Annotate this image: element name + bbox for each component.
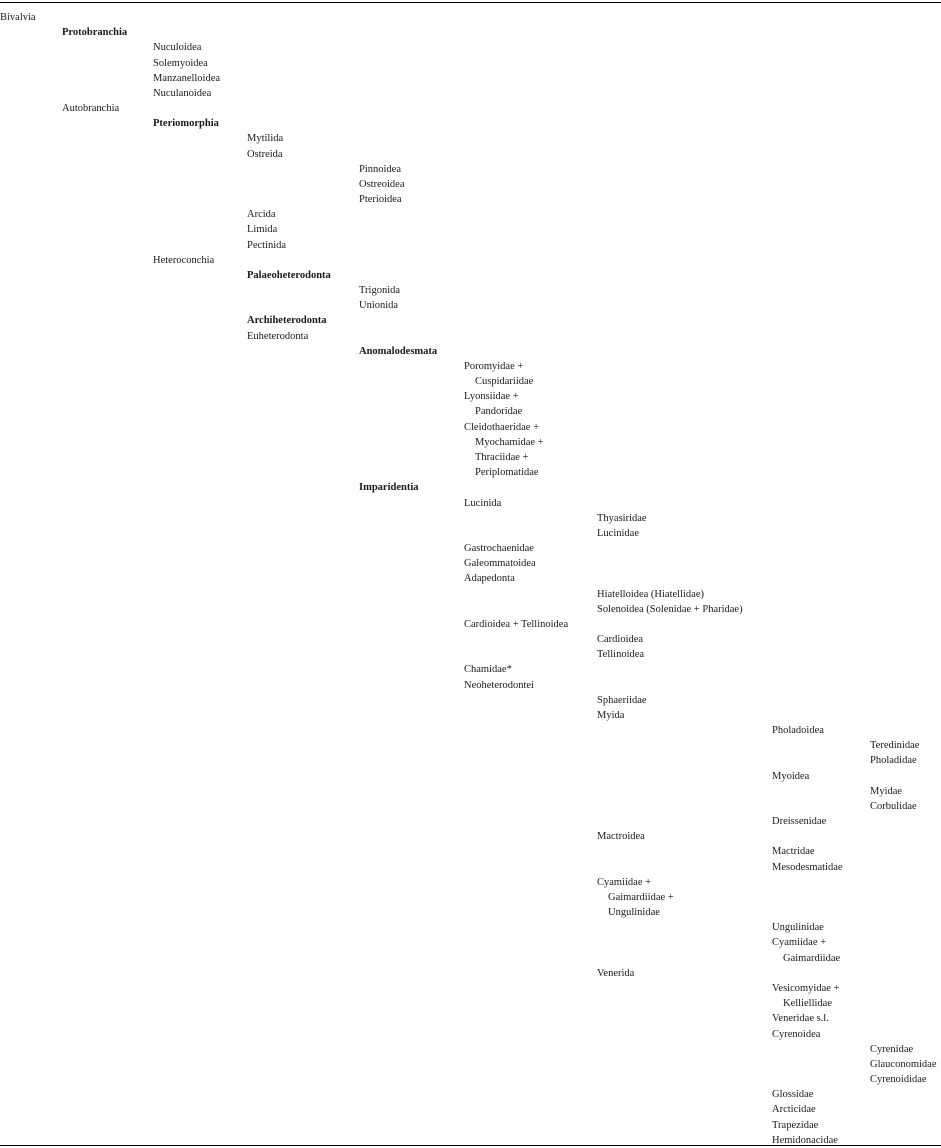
taxon-label: Pectinida [247, 239, 287, 251]
taxonomy-row [0, 951, 941, 966]
taxon-label: Cyrenoidea [772, 1028, 821, 1040]
taxon-label: Lucinida [464, 497, 502, 509]
taxonomy-row [0, 617, 941, 632]
taxon-group-label: Anomalodesmata [359, 345, 438, 357]
taxonomy-rows [0, 10, 941, 1148]
taxonomy-row [0, 753, 941, 768]
taxonomy-row [0, 192, 941, 207]
taxon-label: Pinnoidea [359, 163, 401, 175]
taxonomy-row [0, 647, 941, 662]
taxon-label: Mactroidea [597, 831, 645, 843]
taxon-label: Myida [597, 709, 625, 721]
taxon-label: Cardioidea + Tellinoidea [464, 618, 569, 630]
taxonomy-row [0, 784, 941, 799]
taxon-label: Trigonida [359, 285, 401, 297]
taxonomy-row [0, 10, 941, 25]
taxon-label: Sphaeriidae [597, 694, 647, 706]
taxonomy-row [0, 632, 941, 647]
taxonomy-row [0, 207, 941, 222]
taxonomy-row [0, 1072, 941, 1087]
taxon-label: Hiatelloidea (Hiatellidae) [597, 588, 704, 600]
taxonomy-row [0, 1027, 941, 1042]
taxonomy-row [0, 465, 941, 480]
taxon-label: Mytilida [247, 133, 284, 145]
taxonomy-row [0, 662, 941, 677]
taxon-label: Glossidae [772, 1089, 814, 1101]
taxonomy-row [0, 678, 941, 693]
taxonomy-row [0, 829, 941, 844]
taxonomy-row [0, 511, 941, 526]
taxon-label: Cyamiidae + [597, 876, 652, 888]
taxon-label: Adapedonta [464, 573, 515, 585]
taxon-label: Corbulidae [870, 800, 917, 812]
taxon-label: Nuculanoidea [153, 87, 212, 99]
taxon-label: Mactridae [772, 846, 815, 858]
taxonomy-row [0, 101, 941, 116]
taxonomy-row [0, 1102, 941, 1117]
taxonomy-row [0, 268, 941, 283]
taxonomy-row [0, 1118, 941, 1133]
taxon-label: Ostreida [247, 148, 283, 160]
taxon-label: Neoheterodontei [464, 679, 534, 691]
taxonomy-row [0, 238, 941, 253]
taxon-label: Veneridae s.l. [772, 1013, 829, 1025]
taxon-label: Mesodesmatidae [772, 861, 843, 873]
taxonomy-row [0, 905, 941, 920]
taxon-label: Cuspidariidae [475, 376, 534, 388]
taxon-group-label: Pteriomorphia [153, 118, 219, 130]
taxonomy-row [0, 587, 941, 602]
taxonomy-row [0, 420, 941, 435]
taxonomy-row [0, 329, 941, 344]
taxonomy-row [0, 86, 941, 101]
taxon-group-label: Archiheterodonta [247, 315, 327, 327]
taxon-label: Dreissenidae [772, 816, 827, 828]
taxon-label: Manzanelloidea [153, 72, 221, 84]
taxon-label: Venerida [597, 967, 635, 979]
taxon-label: Unionida [359, 300, 399, 312]
taxonomy-row [0, 283, 941, 298]
taxon-label: Cleidothaeridae + [464, 421, 540, 433]
taxonomy-row [0, 981, 941, 996]
taxon-label: Arcticidae [772, 1104, 816, 1116]
taxonomy-row [0, 526, 941, 541]
taxon-label: Vesicomyidae + [772, 983, 840, 994]
taxon-label: Ungulinidae [608, 907, 660, 919]
taxonomy-row [0, 389, 941, 404]
taxon-label: Solenoidea (Solenidae + Pharidae) [597, 603, 743, 615]
taxonomy-row [0, 860, 941, 875]
taxonomy-row [0, 602, 941, 617]
taxonomy-row [0, 875, 941, 890]
taxonomy-row [0, 799, 941, 814]
taxonomy-row [0, 450, 941, 465]
taxonomy-row [0, 298, 941, 313]
taxonomy-row [0, 1042, 941, 1057]
taxon-label: Lucinidae [597, 527, 639, 539]
taxon-label: Myoidea [772, 770, 810, 782]
taxonomy-row [0, 25, 941, 40]
taxon-group-label: Imparidentia [359, 482, 419, 494]
taxonomy-row [0, 40, 941, 55]
taxonomy-row [0, 708, 941, 723]
taxon-label: Thyasiridae [597, 512, 647, 524]
taxon-label: Pterioidea [359, 194, 402, 206]
taxonomy-row [0, 177, 941, 192]
taxon-label: Periplomatidae [475, 467, 539, 479]
taxon-label: Autobranchia [62, 103, 120, 115]
taxonomy-row [0, 147, 941, 162]
taxon-label: Gaimardiidae [783, 952, 841, 964]
taxon-label: Euheterodonta [247, 330, 309, 342]
taxon-label: Myidae [870, 785, 903, 797]
taxon-label: Cardioidea [597, 634, 644, 646]
taxon-label: Pandoridae [475, 406, 523, 418]
taxon-label: Kelliellidae [783, 998, 832, 1010]
taxon-label: Glauconomidae [870, 1058, 937, 1070]
taxonomy-row [0, 162, 941, 177]
taxonomy-row [0, 359, 941, 374]
taxon-label: Cyrenidae [870, 1043, 914, 1055]
taxon-label: Bivalvia [0, 12, 36, 23]
table-top-rule [0, 2, 941, 3]
taxonomy-row [0, 844, 941, 859]
taxonomy-row [0, 996, 941, 1011]
taxon-label: Lyonsiidae + [464, 391, 519, 403]
taxon-label: Cyrenoididae [870, 1074, 927, 1086]
taxon-label: Ungulinidae [772, 922, 824, 934]
taxon-label: Teredinidae [870, 740, 920, 752]
taxonomy-row [0, 313, 941, 328]
taxonomy-row [0, 814, 941, 829]
taxonomy-row [0, 131, 941, 146]
taxonomy-row [0, 920, 941, 935]
taxon-label: Chamidae* [464, 664, 512, 676]
taxon-label: Gastrochaenidae [464, 543, 534, 555]
taxonomy-row [0, 1011, 941, 1026]
taxonomy-row [0, 56, 941, 71]
taxon-label: Tellinoidea [597, 649, 645, 661]
taxonomy-row [0, 435, 941, 450]
taxon-label: Pholadoidea [772, 725, 824, 737]
taxon-label: Hemidonacidae [772, 1134, 838, 1146]
taxon-label: Trapezidae [772, 1119, 819, 1131]
taxon-label: Heteroconchia [153, 254, 215, 266]
taxon-label: Thraciidae + [475, 451, 529, 463]
taxon-label: Galeommatoidea [464, 558, 536, 570]
taxon-label: Solemyoidea [153, 57, 208, 69]
taxonomy-row [0, 541, 941, 556]
taxon-label: Limida [247, 224, 278, 236]
taxon-label: Ostreoidea [359, 178, 405, 190]
taxon-group-label: Palaeoheterodonta [247, 269, 331, 281]
taxon-label: Pholadidae [870, 755, 917, 767]
taxon-label: Cyamiidae + [772, 937, 827, 949]
taxonomy-row [0, 116, 941, 131]
taxonomy-row [0, 571, 941, 586]
taxonomy-row [0, 723, 941, 738]
table-bottom-rule [0, 1145, 941, 1146]
taxonomy-row [0, 1057, 941, 1072]
taxonomy-row [0, 222, 941, 237]
taxon-label: Myochamidae + [475, 436, 544, 448]
taxon-label: Gaimardiidae + [608, 891, 674, 903]
taxon-label: Arcida [247, 209, 276, 221]
taxonomy-row [0, 966, 941, 981]
taxonomy-row [0, 344, 941, 359]
taxonomy-row [0, 253, 941, 268]
taxonomy-row [0, 738, 941, 753]
taxonomy-row [0, 1087, 941, 1102]
taxonomy-row [0, 496, 941, 511]
taxonomy-row [0, 890, 941, 905]
taxon-label: Nuculoidea [153, 42, 202, 54]
taxonomy-row [0, 693, 941, 708]
taxonomy-row [0, 769, 941, 784]
taxonomy-row [0, 935, 941, 950]
taxonomy-row [0, 404, 941, 419]
taxonomy-row [0, 556, 941, 571]
taxonomy-row [0, 71, 941, 86]
taxonomy-row [0, 480, 941, 495]
taxonomy-row [0, 374, 941, 389]
taxon-label: Poromyidae + [464, 360, 524, 372]
taxon-group-label: Protobranchia [62, 27, 128, 39]
